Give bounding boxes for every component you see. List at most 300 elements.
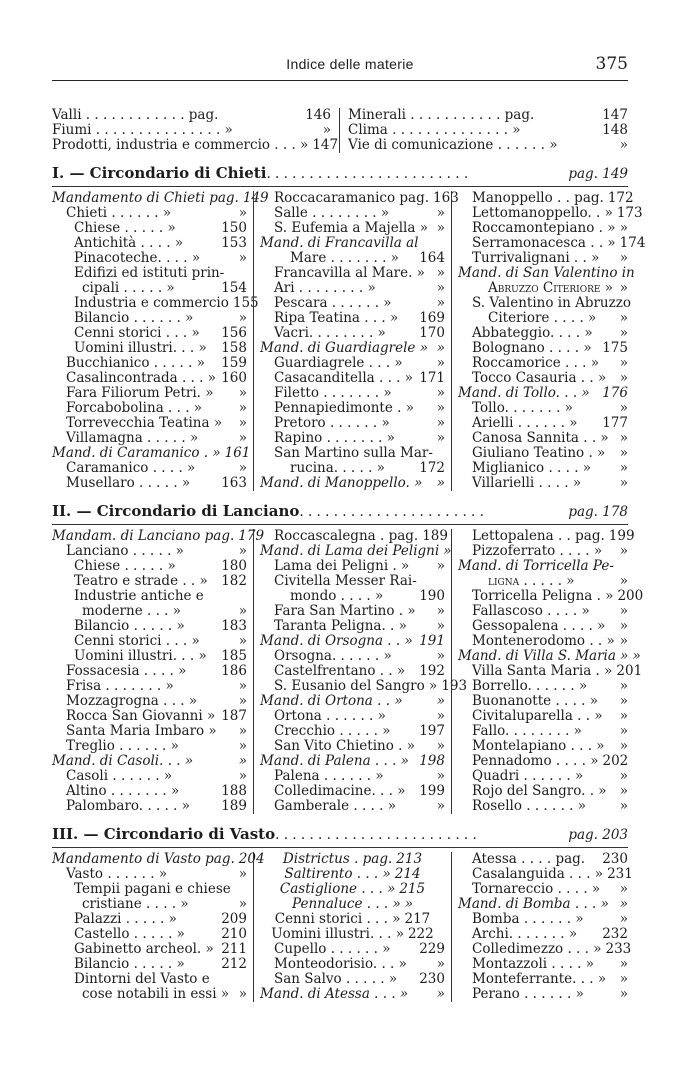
entry-page: 202 — [602, 753, 629, 769]
entry-label: ligna . . . . . » — [488, 573, 575, 589]
index-entry — [458, 544, 628, 559]
entry-label: Fara Filiorum Petri. » — [66, 385, 214, 401]
entry-label: Castello . . . . . » — [74, 926, 185, 942]
index-entry — [52, 431, 247, 446]
entry-label: Abbateggio. . . . » — [472, 325, 593, 341]
entry-page: » — [436, 355, 445, 371]
index-entry — [260, 281, 445, 296]
index-entry — [260, 528, 448, 544]
entry-label: Fossacesia . . . . » — [66, 663, 187, 679]
section-leader: . . . . . . . . . . . . . . . . . . . . . . — [299, 504, 484, 520]
entry-label: Villa Santa Maria . » — [472, 663, 613, 679]
index-entry — [458, 371, 628, 386]
entry-page: 193 — [441, 678, 468, 694]
entry-page: 180 — [221, 558, 247, 574]
entry-label: Mand. di Guardiagrele » — [260, 340, 428, 356]
entry-page: » — [436, 340, 445, 356]
entry-page: 212 — [221, 956, 247, 972]
entry-label: Rosello . . . . . . » — [472, 798, 587, 814]
index-entry — [52, 137, 339, 153]
entry-label: Chieti . . . . . . » — [66, 205, 172, 221]
entry-page: » — [436, 385, 445, 401]
entry-page: 175 — [602, 340, 628, 356]
entry-page: 210 — [221, 926, 247, 942]
entry-label: Musellaro . . . . . » — [66, 475, 191, 491]
entry-page: » — [619, 633, 628, 649]
entry-label: Rocca San Giovanni » — [66, 708, 216, 724]
entry-label: Montelapiano . . . » — [472, 738, 605, 754]
index-column — [451, 851, 633, 1002]
index-entry — [260, 604, 445, 619]
entry-label: Mand. di Francavilla al — [260, 235, 419, 251]
index-entry — [260, 543, 452, 559]
index-entry — [52, 987, 247, 1002]
entry-page: » — [619, 738, 628, 754]
index-entry — [52, 784, 247, 799]
index-entry — [52, 326, 247, 341]
entry-label: Bomba . . . . . . » — [472, 911, 584, 927]
index-entry — [458, 799, 628, 814]
entry-page: 183 — [221, 618, 247, 634]
index-column — [52, 851, 265, 1002]
entry-page: » — [436, 738, 445, 754]
entry-page: » — [436, 475, 445, 491]
entry-label: Forcabobolina . . . » — [66, 400, 203, 416]
entry-label: Gamberale . . . . » — [274, 798, 396, 814]
entry-label: Orsogna. . . . . . » — [274, 648, 392, 664]
circondario-sections — [52, 163, 646, 1002]
index-entry — [260, 236, 445, 251]
section-columns — [52, 524, 644, 814]
entry-page: 232 — [602, 926, 628, 942]
entry-page: » — [619, 723, 628, 739]
index-entry — [458, 679, 628, 694]
entry-label: Mozzagrogna . . . » — [66, 693, 198, 709]
index-entry — [52, 927, 247, 942]
entry-label: Civitaluparella . . » — [472, 708, 603, 724]
index-entry — [52, 311, 247, 326]
index-content — [52, 107, 646, 1002]
entry-page: 169 — [419, 310, 445, 326]
entry-page: » — [619, 220, 628, 236]
entry-page: » — [238, 250, 247, 266]
entry-label: Rapino . . . . . . . » — [274, 430, 395, 446]
entry-label: Teatro e strade . . » — [74, 573, 208, 589]
entry-label: Borrello. . . . . . » — [472, 678, 588, 694]
entry-page: 190 — [419, 588, 445, 604]
index-entry — [260, 678, 468, 694]
index-entry — [52, 190, 269, 206]
entry-page: 230 — [602, 851, 628, 867]
index-entry — [52, 341, 247, 356]
entry-page: 214 — [394, 866, 421, 882]
entry-label: Districtus . pag. — [282, 851, 393, 867]
index-entry — [260, 912, 445, 927]
entry-page: 164 — [419, 250, 445, 266]
entry-label: S. Valentino in Abruzzo — [472, 295, 631, 311]
index-entry — [260, 190, 459, 206]
entry-page: » — [238, 385, 247, 401]
entry-page: 211 — [221, 941, 247, 957]
index-entry — [52, 281, 247, 296]
entry-page: 147 — [312, 137, 339, 153]
index-column — [253, 190, 459, 491]
entry-label: Antichità . . . . » — [74, 235, 184, 251]
entry-page: 188 — [221, 783, 247, 799]
index-entry — [52, 694, 247, 709]
entry-label: Fiumi . . . . . . . . . . . . . . . » — [52, 122, 233, 138]
entry-page: 160 — [221, 370, 247, 386]
entry-page: 192 — [419, 663, 445, 679]
index-entry — [458, 574, 628, 589]
entry-label: Mand. di Tollo. . . » — [458, 385, 590, 401]
entry-label: Tocco Casauria . . » — [472, 370, 607, 386]
entry-label: Miglianico . . . . » — [472, 460, 592, 476]
entry-page: » — [238, 205, 247, 221]
entry-page: » — [632, 648, 641, 664]
entry-page: 163 — [221, 475, 247, 491]
entry-label: S. Eufemia a Majella » — [274, 220, 428, 236]
index-entry — [52, 867, 247, 882]
entry-page: » — [436, 558, 445, 574]
entry-label: Montenerodomo . . » — [472, 633, 615, 649]
index-entry — [260, 326, 445, 341]
entry-label: Pennaluce . . . » — [291, 896, 401, 912]
index-entry — [260, 972, 445, 987]
entry-page: » — [436, 220, 445, 236]
entry-page: 230 — [419, 971, 445, 987]
entry-label: Mandam. di Lanciano pag. — [52, 528, 235, 544]
entry-page: » — [619, 400, 628, 416]
entry-label: Lettomanoppello. . » — [472, 205, 613, 221]
entry-page: 200 — [617, 588, 644, 604]
entry-page: » — [619, 250, 628, 266]
entry-label: Pennadomo . . . . » — [472, 753, 599, 769]
index-entry — [260, 431, 445, 446]
entry-label: rucina. . . . . » — [290, 460, 385, 476]
entry-page: 222 — [407, 926, 434, 942]
entry-page: » — [619, 783, 628, 799]
entry-label: Bilancio . . . . . » — [74, 618, 185, 634]
entry-page: 154 — [221, 280, 247, 296]
entry-label: Giuliano Teatino . » — [472, 445, 606, 461]
section-leader: . . . . . . . . . . . . . . . . . . . . . . . . — [275, 827, 477, 843]
entry-label: Mand. di Caramanico . » — [52, 445, 221, 461]
general-topics-left — [52, 108, 340, 153]
entry-page: » — [619, 325, 628, 341]
index-entry — [52, 295, 259, 311]
entry-page: 231 — [607, 866, 633, 882]
entry-label: Cupello . . . . . . » — [274, 941, 391, 957]
index-entry — [260, 694, 445, 709]
entry-label: Santa Maria Imbaro » — [66, 723, 217, 739]
entry-page: 197 — [419, 723, 445, 739]
entry-page: 147 — [602, 107, 628, 123]
index-entry — [260, 709, 445, 724]
index-entry — [52, 528, 265, 544]
index-entry — [458, 221, 628, 236]
entry-label: Uomini illustri. . . » — [74, 648, 207, 664]
index-entry — [52, 604, 247, 619]
index-entry — [458, 235, 646, 251]
entry-page: » — [619, 798, 628, 814]
index-entry — [52, 739, 247, 754]
index-entry — [260, 311, 445, 326]
index-entry — [260, 784, 445, 799]
entry-page: 198 — [419, 753, 445, 769]
section-title: III. — Circondario di Vasto — [52, 825, 276, 843]
entry-label: Guardiagrele . . . » — [274, 355, 403, 371]
index-entry — [458, 476, 628, 491]
index-entry — [458, 311, 628, 326]
entry-page: » — [436, 648, 445, 664]
index-entry — [458, 852, 628, 867]
index-entry — [260, 221, 445, 236]
index-column — [253, 852, 451, 1002]
index-entry — [458, 739, 628, 754]
section-columns — [52, 847, 633, 1002]
entry-label: Bilancio . . . . . . » — [74, 310, 194, 326]
index-entry — [52, 897, 247, 912]
index-column — [52, 190, 269, 491]
entry-label: Perano . . . . . . » — [472, 986, 584, 1002]
entry-label: Vacri. . . . . . . . » — [274, 325, 386, 341]
entry-label: Mand. di Bomba . . . » — [458, 896, 609, 912]
entry-label: Pennapiedimonte . » — [274, 400, 414, 416]
entry-label: Archi. . . . . . . » — [472, 926, 578, 942]
index-entry — [458, 619, 628, 634]
entry-label: Prodotti, industria e commercio . . . » — [52, 137, 309, 153]
entry-page: 148 — [602, 122, 628, 138]
index-entry — [52, 942, 247, 957]
entry-label: Serramonacesca . . » — [472, 235, 616, 251]
index-entry — [458, 431, 628, 446]
index-entry — [260, 206, 445, 221]
index-entry — [458, 724, 628, 739]
entry-page: » — [436, 400, 445, 416]
entry-label: Casalincontrada . . . » — [66, 370, 216, 386]
index-entry — [458, 401, 628, 416]
entry-label: Bilancio . . . . . » — [74, 956, 185, 972]
entry-label: Pinacoteche. . . . » — [74, 250, 201, 266]
entry-label: Frisa . . . . . . . » — [66, 678, 174, 694]
index-entry — [458, 341, 628, 356]
page-header-title: Indice delle materie — [286, 56, 414, 72]
general-topics — [52, 108, 628, 153]
index-entry — [260, 461, 445, 476]
entry-page: » — [619, 911, 628, 927]
index-entry — [260, 897, 445, 912]
entry-label: Tornareccio . . . . » — [472, 881, 601, 897]
index-entry — [260, 574, 445, 589]
index-entry — [260, 559, 445, 574]
entry-label: Valli . . . . . . . . . . . . pag. — [52, 107, 219, 123]
entry-label: Torricella Peligna . » — [472, 588, 614, 604]
index-entry — [260, 987, 445, 1002]
entry-page: » — [619, 881, 628, 897]
entry-label: Crecchio . . . . . » — [274, 723, 391, 739]
entry-label: Mand. di Ortona . . » — [260, 693, 403, 709]
entry-label: Mand. di Lama dei Peligni — [260, 543, 440, 559]
entry-label: cristiane . . . . » — [82, 896, 189, 912]
index-entry — [52, 664, 247, 679]
entry-label: Filetto . . . . . . . » — [274, 385, 392, 401]
entry-label: Canosa Sannita . . » — [472, 430, 609, 446]
entry-label: Mand. di Torricella Pe- — [458, 558, 614, 574]
entry-label: Pizzoferrato . . . . » — [472, 543, 603, 559]
index-entry — [260, 649, 445, 664]
entry-page: » — [436, 618, 445, 634]
entry-page: » — [436, 295, 445, 311]
index-entry — [260, 852, 445, 867]
entry-label: Palombaro. . . . . » — [66, 798, 190, 814]
index-entry — [52, 574, 247, 589]
entry-page: » — [238, 753, 247, 769]
index-entry — [52, 123, 331, 138]
entry-label: Clima . . . . . . . . . . . . . . » — [348, 122, 521, 138]
entry-page: 174 — [619, 235, 646, 251]
entry-page: » — [436, 986, 445, 1002]
index-entry — [52, 709, 247, 724]
entry-label: Mand. di Casoli. . . » — [52, 753, 194, 769]
index-entry — [458, 648, 641, 664]
section-heading — [52, 824, 628, 844]
entry-page: 186 — [221, 663, 247, 679]
entry-page: » — [436, 265, 445, 281]
index-entry — [52, 912, 247, 927]
entry-label: Quadri . . . . . . » — [472, 768, 584, 784]
entry-label: Fallascoso . . . . » — [472, 603, 590, 619]
index-entry — [52, 799, 247, 814]
entry-label: Monteodorisio. . . » — [274, 956, 407, 972]
entry-label: Arielli . . . . . . » — [472, 415, 578, 431]
entry-label: Chiese . . . . . » — [74, 558, 176, 574]
entry-label: Altino . . . . . . . » — [66, 783, 180, 799]
entry-label: Gabinetto archeol. » — [74, 941, 214, 957]
entry-page: » — [436, 798, 445, 814]
entry-label: Abruzzo Citeriore » — [488, 280, 613, 296]
entry-page: 185 — [221, 648, 247, 664]
entry-label: Casoli . . . . . . » — [66, 768, 173, 784]
entry-page: » — [619, 355, 628, 371]
entry-label: Palazzi . . . . . » — [74, 911, 177, 927]
index-entry — [52, 619, 247, 634]
entry-label: Mandamento di Vasto pag. — [52, 851, 235, 867]
entry-label: Francavilla al Mare. » — [274, 265, 425, 281]
index-entry — [260, 266, 445, 281]
entry-page: 204 — [238, 851, 265, 867]
index-entry — [260, 664, 445, 679]
entry-label: Chiese . . . . . » — [74, 220, 176, 236]
index-entry — [260, 251, 445, 266]
index-entry — [458, 559, 628, 574]
entry-label: Citeriore . . . . » — [488, 310, 597, 326]
index-entry — [260, 476, 445, 491]
index-entry — [458, 784, 628, 799]
index-entry — [52, 266, 247, 281]
index-entry — [458, 987, 628, 1002]
index-entry — [260, 619, 445, 634]
index-entry — [458, 634, 628, 649]
entry-page: 170 — [419, 325, 445, 341]
index-entry — [52, 769, 247, 784]
entry-label: Cenni storici . . . » — [74, 633, 200, 649]
section-title: I. — Circondario di Chieti — [52, 164, 267, 182]
index-column — [52, 528, 265, 814]
index-entry — [458, 769, 628, 784]
index-entry — [52, 589, 247, 604]
entry-page: 171 — [419, 370, 445, 386]
entry-page: » — [619, 956, 628, 972]
entry-page: 191 — [419, 633, 445, 649]
entry-label: Ripa Teatina . . . » — [274, 310, 399, 326]
entry-page: 155 — [232, 295, 259, 311]
entry-label: Saltirento . . . » — [284, 866, 391, 882]
index-entry — [458, 281, 628, 296]
entry-page: 146 — [305, 107, 331, 123]
index-entry — [348, 123, 628, 138]
index-entry — [260, 371, 445, 386]
entry-label: Casalanguida . . . » — [472, 866, 604, 882]
index-entry — [52, 724, 247, 739]
index-entry — [52, 236, 247, 251]
entry-label: Fara San Martino . » — [274, 603, 416, 619]
entry-page: » — [238, 738, 247, 754]
entry-page: » — [619, 693, 628, 709]
section-page: pag. 178 — [568, 504, 628, 520]
entry-label: Colledimezzo . . . » — [472, 941, 602, 957]
entry-label: Mand. di Palena . . . » — [260, 753, 409, 769]
entry-page: » — [436, 768, 445, 784]
index-entry — [458, 265, 635, 281]
entry-page: » — [619, 896, 628, 912]
index-entry — [260, 799, 445, 814]
index-entry — [260, 769, 445, 784]
index-entry — [458, 754, 628, 769]
entry-label: Buonanotte . . . . » — [472, 693, 599, 709]
entry-label: Bucchianico . . . . . » — [66, 355, 205, 371]
entry-page: » — [238, 460, 247, 476]
entry-page: » — [238, 310, 247, 326]
index-entry — [52, 206, 247, 221]
index-column — [253, 528, 468, 814]
entry-label: Mandamento di Chieti pag. — [52, 190, 239, 206]
section-heading — [52, 163, 628, 183]
entry-label: Ari . . . . . . . . » — [274, 280, 376, 296]
index-entry — [458, 709, 628, 724]
entry-page: » — [619, 971, 628, 987]
index-column — [451, 190, 646, 491]
entry-page: » — [619, 618, 628, 634]
entry-page: 150 — [221, 220, 247, 236]
entry-label: Dintorni del Vasto e — [74, 971, 210, 987]
index-entry — [458, 356, 628, 371]
index-entry — [260, 927, 445, 942]
entry-page: » — [443, 543, 452, 559]
entry-page: 199 — [419, 783, 445, 799]
entry-label: Montazzoli . . . . » — [472, 956, 594, 972]
entry-label: Villamagna . . . . . » — [66, 430, 199, 446]
index-entry — [260, 754, 445, 769]
index-entry — [260, 401, 445, 416]
index-entry — [260, 341, 445, 356]
entry-page: 201 — [616, 663, 643, 679]
entry-label: Mand. di Orsogna . . » — [260, 633, 413, 649]
index-entry — [52, 544, 247, 559]
index-entry — [458, 446, 628, 461]
section-page: pag. 203 — [568, 827, 628, 843]
entry-page: » — [238, 400, 247, 416]
